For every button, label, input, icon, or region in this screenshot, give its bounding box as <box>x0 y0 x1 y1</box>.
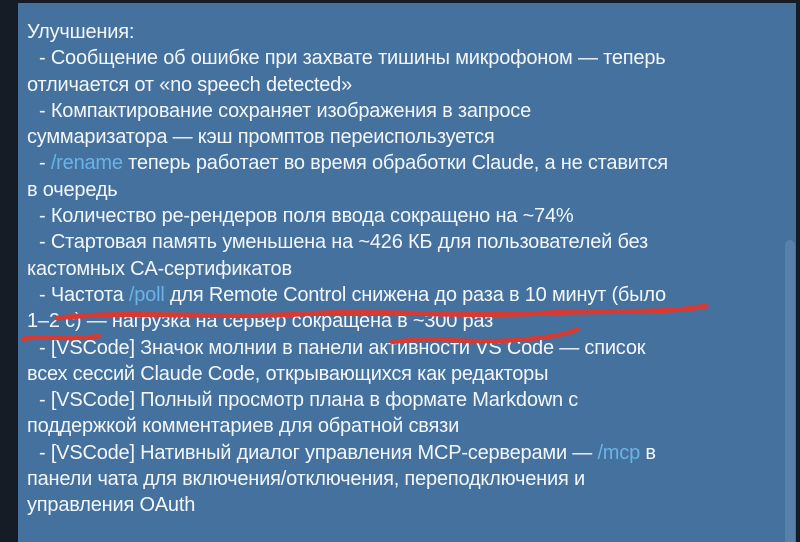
command-link[interactable]: /poll <box>128 283 165 306</box>
message-line-text: в <box>640 441 656 464</box>
message-line-text: в очередь <box>27 178 118 201</box>
message-line <box>27 72 796 98</box>
message-line <box>27 98 796 124</box>
chat-background-top-edge <box>0 0 800 3</box>
message-line <box>27 361 796 387</box>
message-text <box>27 19 796 519</box>
command-link[interactable]: /mcp <box>597 441 640 464</box>
message-line <box>27 19 796 45</box>
message-line <box>27 282 796 308</box>
message-line-text: поддержкой комментариев для обратной связи <box>27 415 460 438</box>
message-line-text: управления OAuth <box>27 494 196 517</box>
message-line-text: всех сессий Claude Code, открывающихся как редакторы <box>27 362 549 385</box>
message-line-text: кастомных CA-сертификатов <box>27 257 292 280</box>
message-line-text: - Стартовая память уменьшена на ~426 КБ для пользователей без <box>39 231 648 254</box>
message-line <box>27 203 796 229</box>
chat-background-left-edge <box>0 0 18 542</box>
message-line <box>27 308 796 334</box>
message-line <box>27 440 796 466</box>
message-line-text: Улучшения: <box>27 21 135 43</box>
message-line <box>27 256 796 282</box>
message-line-text: - Сообщение об ошибке при захвате тишины микрофоном — теперь <box>39 47 666 70</box>
message-line-text: - Частота <box>39 283 129 306</box>
command-link[interactable]: /rename <box>50 152 123 175</box>
message-line <box>27 413 796 439</box>
message-line <box>27 492 796 518</box>
message-line-text: теперь работает во время обработки Claude, а не ставится <box>122 152 668 175</box>
message-line-text: для Remote Control снижена до раза в 10 минут (было <box>164 283 666 306</box>
message-line-text: - [VSCode] Полный просмотр плана в формате Markdown с <box>39 389 579 412</box>
message-bubble <box>18 3 796 542</box>
message-line-text: - Количество ре-рендеров поля ввода сокращено на ~74% <box>39 205 574 228</box>
message-line-text: суммаризатора — кэш промптов переиспользуется <box>27 126 495 149</box>
message-line <box>27 229 796 255</box>
message-line <box>27 45 796 71</box>
message-line-text: 1–2 с) — нагрузка на сервер сокращена в ~300 раз <box>27 310 494 333</box>
message-line <box>27 150 796 176</box>
message-line-text: - [VSCode] Нативный диалог управления MCP-серверами — <box>39 441 598 464</box>
message-line-text: панели чата для включения/отключения, переподключения и <box>27 468 585 491</box>
scrollbar-thumb[interactable] <box>785 240 795 542</box>
message-line-text: - [VSCode] Значок молнии в панели активности VS Code — список <box>39 336 646 359</box>
message-line <box>27 124 796 150</box>
message-line <box>27 335 796 361</box>
message-line <box>27 466 796 492</box>
message-line-text: - Компактирование сохраняет изображения в запросе <box>39 99 532 122</box>
message-line <box>27 177 796 203</box>
message-line-text: отличается от «no speech detected» <box>27 73 352 96</box>
chat-background-right-edge <box>796 0 800 542</box>
message-line-text: - <box>39 152 51 175</box>
message-line <box>27 387 796 413</box>
